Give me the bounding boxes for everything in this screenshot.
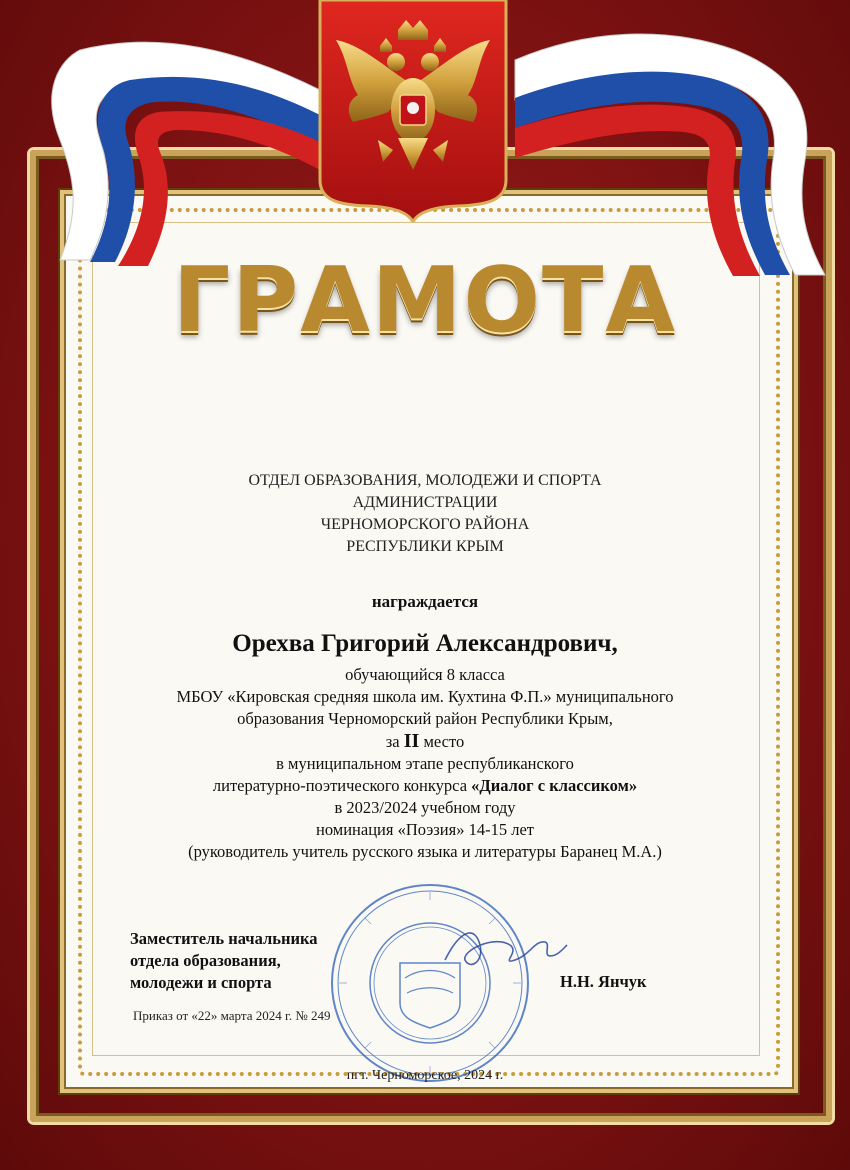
org-line-1: ОТДЕЛ ОБРАЗОВАНИЯ, МОЛОДЕЖИ И СПОРТА <box>248 472 602 489</box>
signatory-name: Н.Н. Янчук <box>560 972 647 991</box>
flag-ribbon-left <box>20 30 340 270</box>
signature-mark <box>440 920 570 980</box>
school-line-2: образования Черноморский район Республики Крым, <box>237 709 613 728</box>
flag-ribbon-right <box>505 20 835 280</box>
certificate-title: ГРАМОТА <box>172 248 678 353</box>
org-line-2: АДМИНИСТРАЦИИ <box>352 494 498 511</box>
recipient-name: Орехва Григорий Александрович, <box>232 630 618 657</box>
issuing-organization <box>150 470 700 558</box>
signatory-title-line-3: молодежи и спорта <box>130 973 272 992</box>
stage-line: в муниципальном этапе республиканского <box>276 754 574 773</box>
place-and-date: пгт. Черноморское, 2024 г. <box>346 1068 504 1083</box>
awarded-label: награждается <box>371 592 479 611</box>
student-line: обучающийся 8 класса <box>345 665 505 684</box>
place-number: II <box>403 730 420 752</box>
signatory-title <box>130 928 390 994</box>
order-reference: Приказ от «22» марта 2024 г. № 249 <box>133 1008 331 1023</box>
year-line: в 2023/2024 учебном году <box>334 798 516 817</box>
award-details <box>90 664 760 863</box>
contest-line <box>90 775 760 797</box>
signatory-title-line-2: отдела образования, <box>130 951 281 970</box>
contest-prefix: литературно-поэтического конкурса <box>212 776 468 795</box>
place-prefix: за <box>385 732 400 751</box>
place-suffix: место <box>423 732 465 751</box>
supervisor-line: (руководитель учитель русского языка и литературы Баранец М.А.) <box>188 842 662 861</box>
org-line-4: РЕСПУБЛИКИ КРЫМ <box>346 538 504 555</box>
place-line <box>90 730 760 753</box>
contest-name: «Диалог с классиком» <box>471 776 638 795</box>
coat-of-arms-icon <box>318 0 508 222</box>
school-line-1: МБОУ «Кировская средняя школа им. Кухтина Ф.П.» муниципального <box>176 687 674 706</box>
signatory-title-line-1: Заместитель начальника <box>130 929 318 948</box>
org-line-3: ЧЕРНОМОРСКОГО РАЙОНА <box>320 516 530 533</box>
nomination-line: номинация «Поэзия» 14-15 лет <box>316 820 534 839</box>
